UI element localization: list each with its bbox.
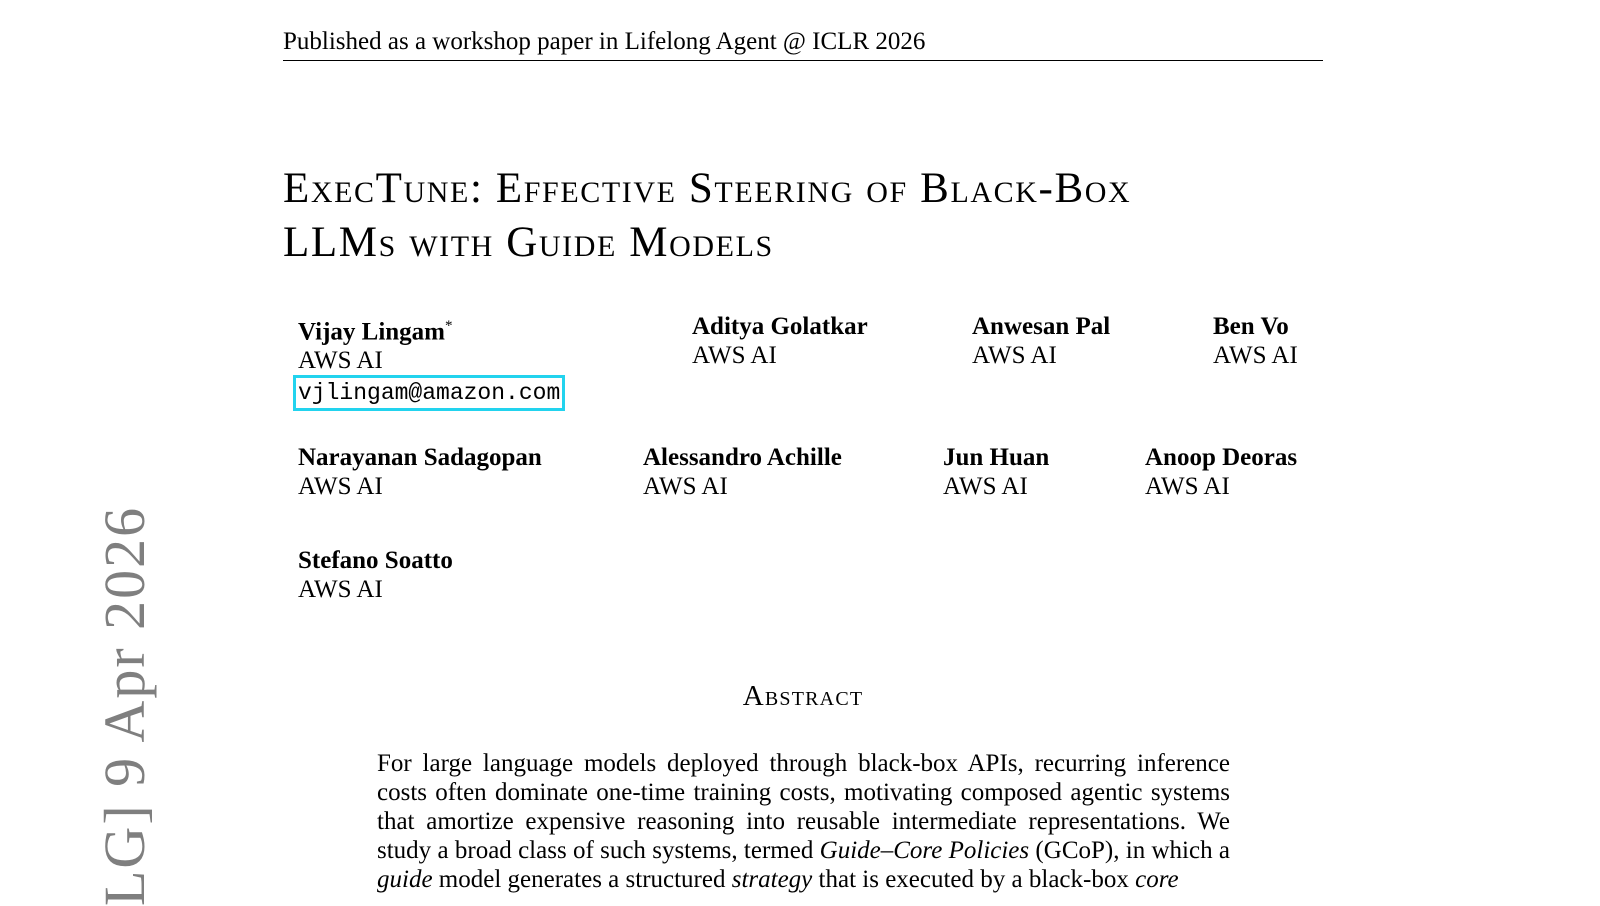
author-name: [298, 312, 565, 346]
corresponding-author-mark: *: [445, 318, 453, 334]
author-block: [1213, 312, 1298, 370]
author-name: Jun Huan: [943, 444, 1050, 471]
abstract-body: [377, 749, 1230, 894]
author-name: Stefano Soatto: [298, 547, 453, 574]
author-block: [298, 546, 453, 604]
abstract-emphasis: core: [1135, 866, 1179, 893]
author-affiliation: AWS AI: [943, 473, 1028, 500]
author-block: [643, 443, 842, 501]
abstract-heading: Abstract: [742, 680, 864, 712]
abstract-text: (GCoP), in which a: [1029, 837, 1230, 864]
author-affiliation: AWS AI: [1145, 473, 1230, 500]
abstract-text: that is executed by a black-box: [812, 866, 1136, 893]
author-name-text: Vijay Lingam: [298, 318, 445, 346]
abstract-emphasis: Guide–Core Policies: [819, 837, 1030, 864]
author-affiliation: AWS AI: [298, 576, 383, 603]
author-affiliation: AWS AI: [298, 473, 383, 500]
author-name: Alessandro Achille: [643, 444, 842, 471]
author-affiliation: AWS AI: [692, 342, 777, 369]
venue-header: Published as a workshop paper in Lifelong Agent @ ICLR 2026: [283, 24, 1323, 61]
author-block: [943, 443, 1049, 501]
title-line-1: ExecTune: Effective Steering of Black-Box: [283, 165, 1132, 212]
abstract-emphasis: strategy: [731, 866, 813, 893]
author-block: [692, 312, 868, 370]
author-block: [1145, 443, 1297, 501]
paper-title: [283, 162, 1323, 270]
author-affiliation: AWS AI: [643, 473, 728, 500]
author-name: Ben Vo: [1213, 313, 1289, 340]
author-affiliation: AWS AI: [1213, 342, 1298, 369]
author-affiliation: AWS AI: [298, 347, 383, 375]
author-block: [972, 312, 1110, 370]
author-name: Narayanan Sadagopan: [298, 444, 542, 471]
author-block: [298, 312, 565, 411]
author-email-link[interactable]: vjlingam@amazon.com: [293, 375, 565, 411]
arxiv-sidebar-stamp: LG] 9 Apr 2026: [92, 505, 157, 906]
author-name: Aditya Golatkar: [692, 313, 868, 340]
abstract-text: For large language models deployed through black-box APIs, recurring inference costs often dominate one-time training costs, motivating composed agentic systems that amortize expensive reasoning into reusable intermediate representations. We study a broad class of such systems, termed: [377, 750, 1230, 864]
abstract-text: model generates a structured: [432, 866, 732, 893]
author-block: [298, 443, 542, 501]
abstract-emphasis: guide: [377, 866, 433, 893]
title-line-2: LLMs with Guide Models: [283, 219, 774, 266]
author-name: Anwesan Pal: [972, 313, 1111, 340]
author-name: Anoop Deoras: [1145, 444, 1298, 471]
author-affiliation: AWS AI: [972, 342, 1057, 369]
